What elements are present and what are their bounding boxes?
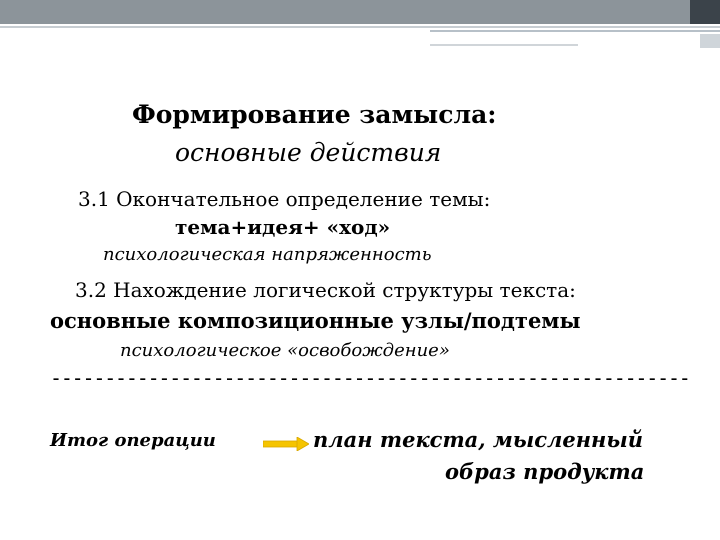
header-corner-block (690, 0, 720, 24)
step1-formula: тема+идея+ «ход» (175, 215, 391, 239)
separator-line: ----------------------------------------------------------- (50, 366, 690, 390)
header-accent-block (700, 34, 720, 48)
result-label: Итог операции (50, 430, 216, 451)
step1-psych: психологическая напряженность (103, 244, 432, 265)
slide-title: Формирование замысла: (132, 100, 497, 129)
step2-heading: 3.2 Нахождение логической структуры текста: (75, 278, 576, 302)
result-text-line1: план текста, мысленный (313, 427, 644, 452)
step2-formula: основные композиционные узлы/подтемы (50, 308, 581, 333)
slide-subtitle: основные действия (175, 138, 442, 167)
step2-psych: психологическое «освобождение» (120, 340, 450, 361)
header-accent-line-3 (430, 44, 578, 46)
header-bar (0, 0, 720, 24)
step1-heading: 3.1 Окончательное определение темы: (78, 187, 491, 211)
result-text-line2: образ продукта (445, 459, 645, 484)
arrow-right-icon (263, 437, 309, 451)
header-accent-line-2 (430, 30, 720, 32)
header-accent-line (0, 26, 720, 28)
